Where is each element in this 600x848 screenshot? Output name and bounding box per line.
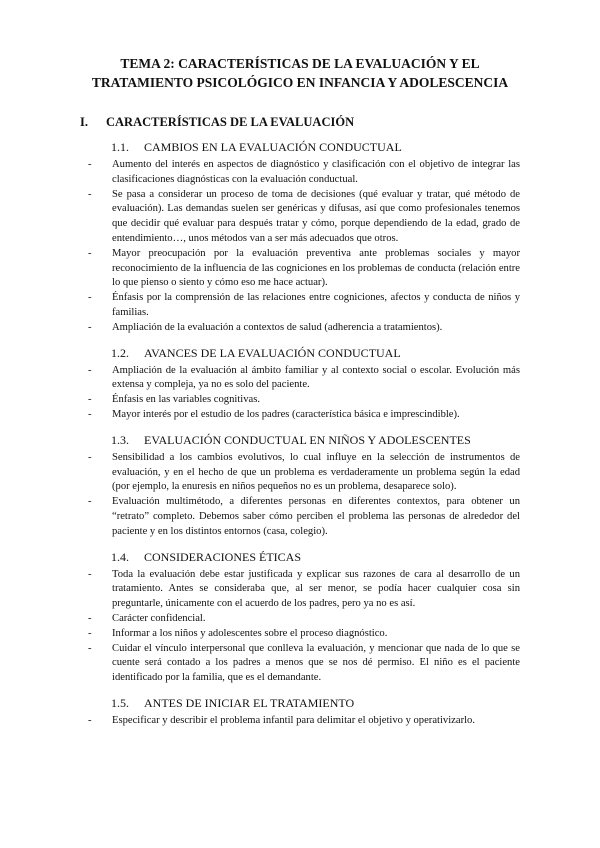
list-item: - Aumento del interés en aspectos de diagnóstico y clasificación con el objetivo de integrar las clasificaciones diagnósticas con la evaluación conductual.	[80, 158, 520, 188]
bullet-list	[80, 714, 520, 729]
subsection-number: 1.3.	[111, 432, 129, 447]
list-item: - Mayor interés por el estudio de los padres (característica básica e imprescindible).	[80, 408, 520, 423]
subsection-number: 1.1.	[111, 140, 129, 154]
subsection-number: 1.2.	[111, 345, 129, 360]
list-item: - Ampliación de la evaluación al ámbito familiar y al contexto social o escolar. Evolución más extensa y compleja, ya no es solo del paciente.	[80, 364, 520, 394]
subsection-heading	[80, 433, 520, 448]
subsection-number: 1.4.	[111, 549, 129, 564]
bullet-list	[80, 158, 520, 336]
list-item: - Énfasis en las variables cognitivas.	[80, 393, 520, 408]
bullet-list	[80, 364, 520, 423]
subsection-number: 1.5.	[111, 695, 129, 710]
subsection-title: AVANCES DE LA EVALUACIÓN CONDUCTUAL	[144, 345, 401, 360]
subsection-title: EVALUACIÓN CONDUCTUAL EN NIÑOS Y ADOLESCENTES	[144, 432, 471, 447]
list-item: - Carácter confidencial.	[80, 612, 520, 627]
document-title	[80, 0, 520, 92]
list-item: - Toda la evaluación debe estar justificada y explicar sus razones de cara al desarrollo de un tratamiento. Antes se consideraba que, al ser menor, se podía hacer cualquier cosa sin preguntarle, únicamente con el acuerdo de los padres, pero ya no es así.	[80, 568, 520, 612]
section-title: CARACTERÍSTICAS DE LA EVALUACIÓN	[106, 115, 355, 129]
subsection-title: CONSIDERACIONES ÉTICAS	[144, 549, 302, 564]
list-item: - Ampliación de la evaluación a contextos de salud (adherencia a tratamientos).	[80, 321, 520, 336]
section-number: I.	[80, 115, 88, 129]
list-item: - Se pasa a considerar un proceso de toma de decisiones (qué evaluar y tratar, qué método de evaluación). Las demandas suelen ser genéricas y difusas, así que como profesionales tenemos que decidir qué evaluar para después tratar y cómo, porque dependiendo de la edad, grado de entendimiento…, unos métodos van a ser más adecuados que otros.	[80, 188, 520, 247]
subsection-heading	[80, 346, 520, 361]
list-item: - Cuidar el vínculo interpersonal que conlleva la evaluación, y mencionar que nada de lo que se cuente será contado a los padres a menos que se nos dé permiso. El niño es el paciente identificado por la familia, que es el demandante.	[80, 642, 520, 686]
list-item: - Evaluación multimétodo, a diferentes personas en diferentes contextos, para obtener un “retrato” completo. Debemos saber cómo perciben el problema las personas de alrededor del paciente y en los distintos entornos (casa, colegio).	[80, 495, 520, 539]
list-item: - Mayor preocupación por la evaluación preventiva ante problemas sociales y mayor reconocimiento de la influencia de las cogniciones en los problemas de conducta (relación entre lo que pienso o siento y cómo eso me hace actuar).	[80, 247, 520, 291]
list-item: - Informar a los niños y adolescentes sobre el proceso diagnóstico.	[80, 627, 520, 642]
bullet-list	[80, 451, 520, 540]
subsection-heading	[80, 550, 520, 565]
title-line-2: TRATAMIENTO PSICOLÓGICO EN INFANCIA Y ADOLESCENCIA	[91, 75, 509, 90]
subsection-title: CAMBIOS EN LA EVALUACIÓN CONDUCTUAL	[144, 140, 402, 154]
list-item: - Sensibilidad a los cambios evolutivos, lo cual influye en la selección de instrumentos de evaluación, y en el hecho de que un problema es verdaderamente un problema según la edad (por ejemplo, la enuresis en niños pequeños no es un problema, desaparece solo).	[80, 451, 520, 495]
subsections-container	[80, 140, 520, 729]
list-item: - Especificar y describir el problema infantil para delimitar el objetivo y operativizarlo.	[80, 714, 520, 729]
bullet-list	[80, 568, 520, 686]
subsection-heading	[80, 140, 520, 155]
subsection-title: ANTES DE INICIAR EL TRATAMIENTO	[144, 695, 355, 710]
title-line-1: TEMA 2: CARACTERÍSTICAS DE LA EVALUACIÓN Y EL	[120, 56, 480, 71]
subsection-heading	[80, 696, 520, 711]
list-item: - Énfasis por la comprensión de las relaciones entre cogniciones, afectos y conducta de niños y familias.	[80, 291, 520, 321]
section-heading	[80, 115, 520, 130]
